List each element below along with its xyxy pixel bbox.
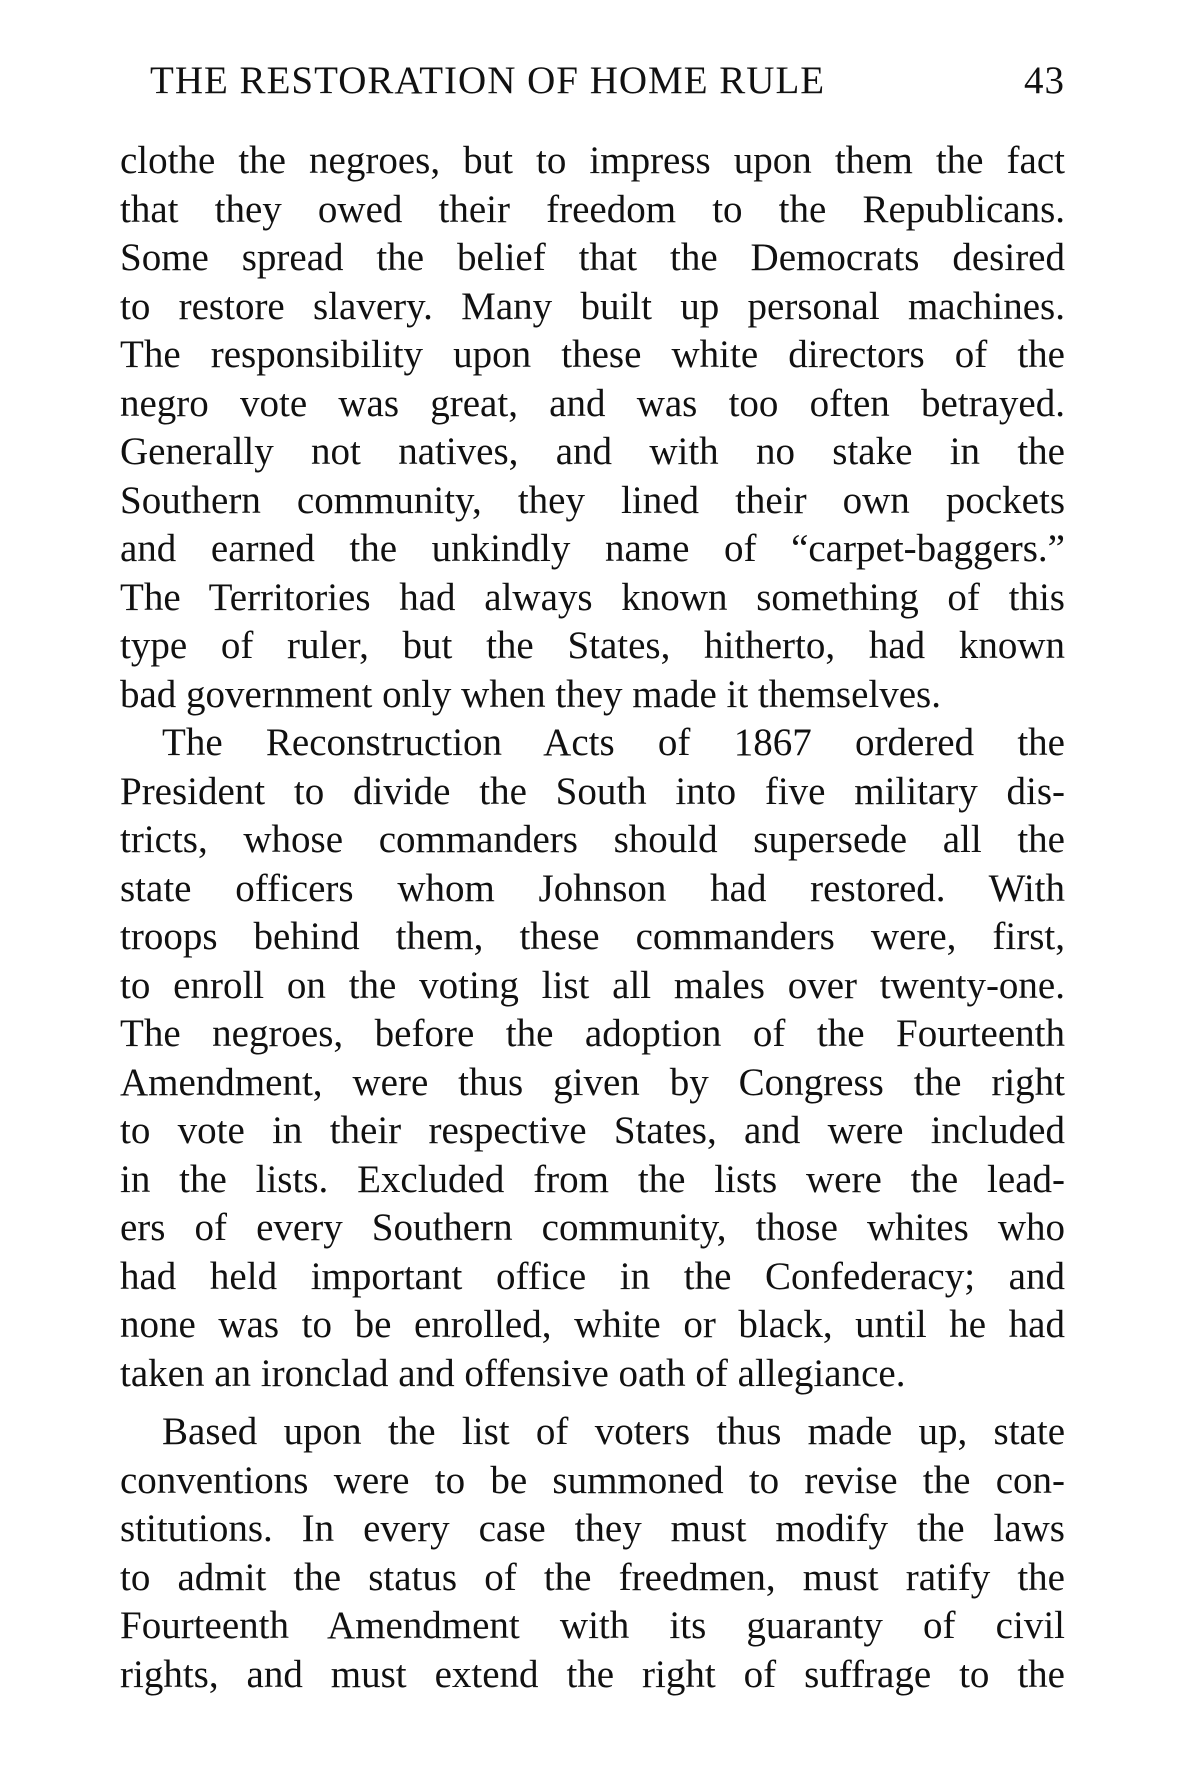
text-line: had held important office in the Confederacy; and <box>120 1254 1065 1298</box>
text-line: to restore slavery. Many built up personal machines. <box>120 284 1065 328</box>
text-line: bad government only when they made it themselves. <box>120 672 941 716</box>
text-line: and earned the unkindly name of “carpet-baggers.” <box>120 527 1065 570</box>
text-line: stitutions. In every case they must modify the laws <box>120 1507 1065 1550</box>
text-line: Fourteenth Amendment with its guaranty of civil <box>120 1604 1065 1647</box>
text-line: to vote in their respective States, and were included <box>120 1109 1065 1152</box>
text-line: Southern community, they lined their own pockets <box>120 478 1065 522</box>
text-line: Some spread the belief that the Democrats desired <box>120 236 1065 279</box>
paragraph-3 <box>120 1408 1065 1699</box>
text-line: The Reconstruction Acts of 1867 ordered the <box>162 721 1065 764</box>
running-title: THE RESTORATION OF HOME RULE <box>150 59 826 102</box>
text-line: that they owed their freedom to the Republicans. <box>120 187 1065 231</box>
text-line: negro vote was great, and was too often betrayed. <box>120 381 1065 425</box>
text-line: taken an ironclad and offensive oath of allegiance. <box>120 1351 906 1395</box>
body-text <box>120 137 1065 1699</box>
text-line: tricts, whose commanders should supersede all the <box>120 818 1065 861</box>
text-line: The responsibility upon these white directors of the <box>120 333 1065 376</box>
text-line: conventions were to be summoned to revise the con- <box>120 1458 1065 1502</box>
text-line: to enroll on the voting list all males over twenty-one. <box>120 963 1065 1007</box>
text-line: The Territories had always known something of this <box>120 575 1065 619</box>
text-line: state officers whom Johnson had restored. With <box>120 866 1065 910</box>
text-line: to admit the status of the freedmen, must ratify the <box>120 1555 1065 1599</box>
page-number: 43 <box>1024 59 1065 102</box>
paragraph-1 <box>120 137 1065 719</box>
text-line: type of ruler, but the States, hitherto, had known <box>120 624 1065 667</box>
text-line: Based upon the list of voters thus made up, state <box>162 1410 1065 1453</box>
text-line: troops behind them, these commanders were, first, <box>120 915 1065 958</box>
text-line: Amendment, were thus given by Congress the right <box>120 1060 1065 1104</box>
text-line: in the lists. Excluded from the lists were the lead- <box>120 1157 1065 1201</box>
text-line: The negroes, before the adoption of the Fourteenth <box>120 1012 1065 1055</box>
text-line: none was to be enrolled, white or black, until he had <box>120 1303 1065 1346</box>
text-line: President to divide the South into five military dis- <box>120 769 1065 813</box>
paragraph-gap <box>120 1398 1065 1408</box>
text-line: ers of every Southern community, those whites who <box>120 1206 1065 1249</box>
text-line: rights, and must extend the right of suffrage to the <box>120 1652 1065 1696</box>
paragraph-2 <box>120 719 1065 1398</box>
text-line: Generally not natives, and with no stake in the <box>120 430 1065 473</box>
text-line: clothe the negroes, but to impress upon them the fact <box>120 139 1065 182</box>
running-head <box>150 58 1065 118</box>
